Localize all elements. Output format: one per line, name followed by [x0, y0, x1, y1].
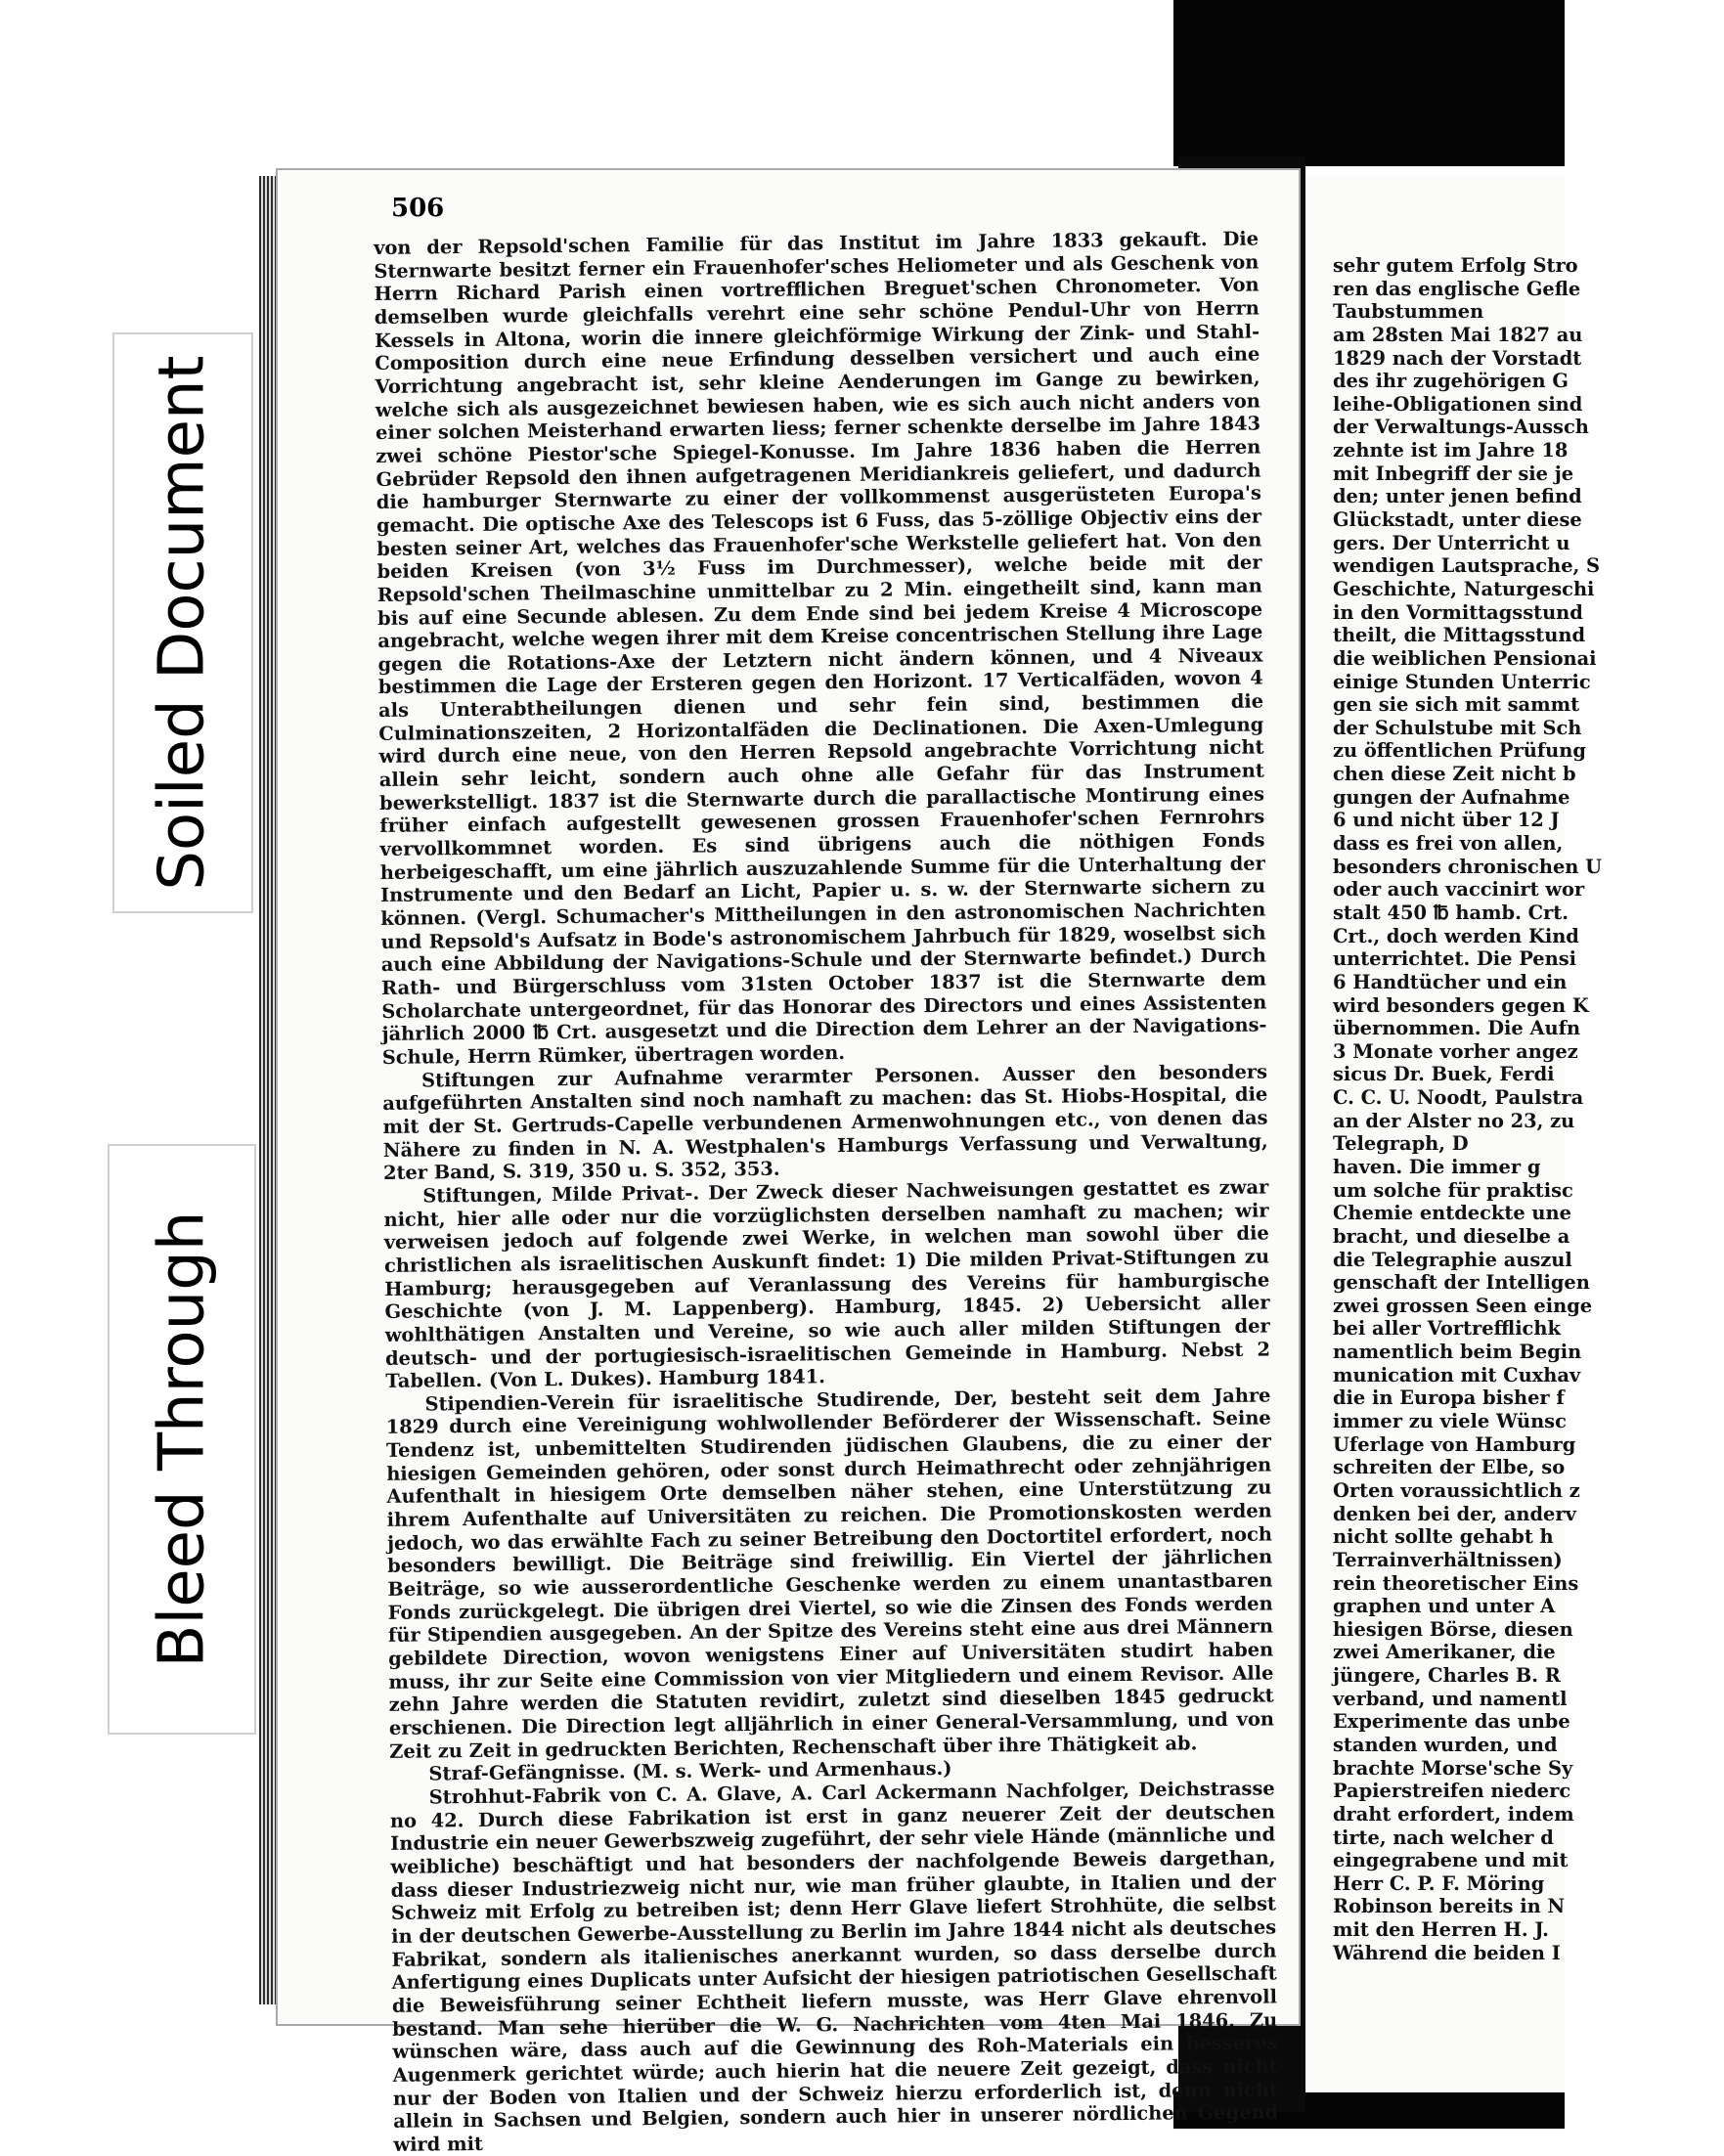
right-page-line: Glückstadt, unter diese [1333, 508, 1582, 532]
right-page-line: gungen der Aufnahme [1333, 785, 1570, 809]
right-page-line: schreiten der Elbe, so [1333, 1456, 1566, 1479]
dark-background-top [1173, 0, 1565, 166]
paragraph: Stipendien-Verein für israelitische Studirende, Der, besteht seit dem Jahre 1829 durch eine Vereinigung wohlwollender Beförderer der Wissenschaft. Seine Tendenz ist, unbemittelten Studirenden jüdischen Glaubens, die zu einer der hiesigen Gemeinden gehören, oder sonst durch Heimathrecht oder zehnjährigen Aufenthalt in hiesigem Orte demselben näher stehen, eine Unterstützung zu ihrem Aufenthalte auf Universitäten zu reichen. Die Promotionskosten werden jedoch, wo das erwählte Fach zu seiner Betreibung den Doctortitel erfordert, noch besonders bewilligt. Die Beiträge sind freiwillig. Ein Viertel der jährlichen Beiträge, so wie ausserordentliche Geschenke werden zu einem unantastbaren Fonds zurückgelegt. Die übrigen drei Viertel, so wie die Zinsen des Fonds werden für Stipendien ausgegeben. An der Spitze des Vereins steht eine aus drei Männern gebildete Direction, wovon wenigstens Einer auf Universitäten studirt haben muss, ihr zur Seite eine Commission von vier Mitgliedern und einem Revisor. Alle zehn Jahre werden die Statuten revidirt, zuletzt sind dieselben 1845 gedruckt erschienen. Die Direction legt alljährlich in einer General-Versammlung, und von Zeit zu Zeit in gedruckten Berichten, Rechenschaft über ihre Thätigkeit ab. [385, 1384, 1275, 1763]
paragraph: Strohhut-Fabrik von C. A. Glave, A. Carl Ackermann Nachfolger, Deichstrasse no 42. Durch diese Fabrikation ist erst in ganz neuerer Zeit der deutschen Industrie ein neuer Gewerbszweig zugeführt, der sehr viele Hände (männliche und weibliche) beschäftigt und hat besonders der nachfolgende Beweis dargethan, dass dieser Industriezweig nicht nur, wie man früher glaubte, in Italien und der Schweiz mit Erfolg zu betreiben ist; denn Herr Glave liefert Strohhüte, die selbst in der deutschen Gewerbe-Ausstellung zu Berlin im Jahre 1844 nicht als deutsches Fabrikat, sondern als italienisches anerkannt wurden, so dass derselbe durch Anfertigung eines Duplicats unter Aufsicht der hiesigen patriotischen Gesellschaft die Beweisführung seiner Echtheit liefern musste, was Herr Glave ehrenvoll bestand. Man sehe hierüber die W. G. Nachrichten vom 4ten Mai 1846. Zu wünschen wäre, dass auch auf die Gewinnung des Roh-Materials ein besseres Augenmerk gerichtet würde; auch hierin hat die neuere Zeit gezeigt, dass nicht nur der Boden von Italien und der Schweiz hierzu erforderlich ist, denn nicht allein in Sachsen und Belgien, sondern auch hier in unserer nördlichen Gegend wird mit [389, 1777, 1279, 2156]
right-page-line: jüngere, Charles B. R [1333, 1664, 1561, 1688]
right-page-line: Chemie entdeckte une [1333, 1202, 1571, 1225]
right-page-line: besonders chronischen U [1333, 855, 1603, 878]
right-page-line: sehr gutem Erfolg Stro [1333, 254, 1578, 277]
right-page-line: den; unter jenen befind [1333, 485, 1582, 508]
right-page-line: leihe-Obligationen sind [1333, 392, 1583, 416]
right-page-line: mit den Herren H. J. [1333, 1918, 1549, 1942]
right-page-text [1333, 254, 1724, 1964]
right-page-line: denken bei der, anderv [1333, 1502, 1576, 1525]
right-page-line: um solche für praktisc [1333, 1178, 1573, 1202]
label-soiled-document [112, 332, 253, 913]
right-page-line: der Verwaltungs-Aussch [1333, 416, 1589, 439]
right-page-line: wird besonders gegen K [1333, 993, 1589, 1017]
right-page-line: 6 Handtücher und ein [1333, 970, 1568, 993]
right-page-line: draht erfordert, indem [1333, 1802, 1574, 1826]
right-page-line: die Telegraphie auszul [1333, 1248, 1572, 1271]
right-page-line: Experimente das unbe [1333, 1710, 1570, 1734]
right-page-line: mit Inbegriff der sie je [1333, 462, 1574, 485]
right-page-line: standen wurden, und [1333, 1734, 1558, 1756]
right-page-line: übernommen. Die Aufn [1333, 1017, 1581, 1040]
right-page-line: immer zu viele Wünsc [1333, 1410, 1567, 1433]
right-page [1305, 176, 1603, 2092]
page-number: 506 [391, 194, 445, 223]
right-page-line: sicus Dr. Buek, Ferdi [1333, 1063, 1555, 1086]
label-soiled-text: Soiled Document [147, 355, 219, 891]
paragraph: Straf-Gefängnisse. (M. s. Werk- und Armenhaus.) [428, 1757, 952, 1785]
right-page-line: haven. Die immer g [1333, 1155, 1541, 1178]
paragraph: Stiftungen zur Aufnahme verarmter Personen. Ausser den besonders aufgeführten Anstalten sind noch namhaft zu machen: das St. Hiobs-Hospital, die mit der St. Gertruds-Capelle verbundenen Armenwohnungen etc., von denen das Nähere zu finden in N. A. Westphalen's Hamburgs Verfassung und Verwaltung, 2ter Band, S. 319, 350 u. S. 352, 353. [382, 1060, 1268, 1185]
right-page-line: 3 Monate vorher angez [1333, 1039, 1578, 1063]
right-page-line: Uferlage von Hamburg [1333, 1432, 1576, 1456]
right-page-line: chen diese Zeit nicht b [1333, 763, 1576, 786]
right-page-line: hiesigen Börse, diesen [1333, 1617, 1573, 1641]
right-page-line: zu öffentlichen Prüfung [1333, 739, 1586, 763]
page-body [374, 228, 1279, 2156]
right-page-line: wendigen Lautsprache, S [1333, 554, 1601, 578]
right-page-line: Robinson bereits in N [1333, 1895, 1566, 1918]
right-page-line: Taubstummen [1333, 300, 1484, 324]
right-page-line: gen sie sich mit sammt [1333, 693, 1580, 717]
right-page-line: ren das englische Gefle [1333, 277, 1581, 300]
right-page-line: der Schulstube mit Sch [1333, 716, 1582, 739]
right-page-line: am 28sten Mai 1827 au [1333, 323, 1583, 346]
right-page-line: die weiblichen Pensionai [1333, 646, 1597, 670]
right-page-line: theilt, die Mittagsstund [1333, 624, 1586, 647]
right-page-line: des ihr zugehörigen G [1333, 370, 1569, 393]
right-page-line: Während die beiden I [1333, 1941, 1561, 1964]
right-page-line: rein theoretischer Eins [1333, 1571, 1579, 1595]
right-page-line: Crt., doch werden Kind [1333, 924, 1579, 947]
right-page-line: Papierstreifen niederc [1333, 1780, 1571, 1803]
paragraph: von der Repsold'schen Familie für das Institut im Jahre 1833 gekauft. Die Sternwarte besitzt ferner ein Frauenhofer'sches Heliometer und als Geschenk von Herrn Richard Parish einen vortrefflichen Breguet'schen Chronometer. Von demselben wurde gleichfalls verehrt eine sehr schöne Pendul-Uhr von Herrn Kessels in Altona, worin die innere gleichförmige Wirkung der Zink- und Stahl-Composition durch eine neue Erfindung desselben versichert und auch eine Vorrichtung angebracht ist, sehr kleine Aenderungen im Gange zu bewirken, welche sich als ausgezeichnet bewiesen haben, wie es sich auch nicht anders von einer solchen Meisterhand erwarten liess; ferner schenkte derselbe im Jahre 1843 zwei schöne Piestor'sche Spiegel-Konusse. Im Jahre 1836 haben die Herren Gebrüder Repsold den ihnen aufgetragenen Meridiankreis geliefert, und dadurch die hamburger Sternwarte zu einer der vollkommenst ausgerüsteten Europa's gemacht. Die optische Axe des Telescops ist 6 Fuss, das 5-zöllige Objectiv eins der besten seiner Art, welches das Frauenhofer'sche Werkstelle geliefert hat. Von den beiden Kreisen (von 3½ Fuss im Durchmesser), welche beide mit der Repsold'schen Theilmaschine unmittelbar zu 2 Min. eingetheilt sind, kann man bis auf eine Secunde ablesen. Zu dem Ende sind bei jedem Kreise 4 Microscope angebracht, welche wegen ihrer mit dem Kreise concentrischen Stellung ihre Lage gegen die Rotations-Axe der Letztern nicht ändern können, und 4 Niveaux bestimmen die Lage der Ersteren gegen den Horizont. 17 Verticalfäden, wovon 4 als Unterabtheilungen dienen und sehr fein sind, bestimmen die Culminationszeiten, 2 Horizontalfäden die Declinationen. Die Axen-Umlegung wird durch eine neue, von den Herren Repsold angebrachte Vorrichtung nicht allein sehr leicht, sondern auch ohne alle Gefahr für das Instrument bewerkstelligt. 1837 ist die Sternwarte durch die parallactische Montirung eines früher einfach aufgestellt gewesenen grossen Frauenhofer'schen Fernrohrs vervollkommnet worden. Es sind übrigens auch die nöthigen Fonds herbeigeschafft, um eine jährlich auszuzahlende Summe für die Unterhaltung der Instrumente und den Bedarf an Licht, Papier u. s. w. der Sternwarte sichern zu können. (Vergl. Schumacher's Mittheilungen in den astronomischen Nachrichten und Repsold's Aufsatz in Bode's astronomischem Jahrbuch für 1829, woselbst sich auch eine Abbildung der Navigations-Schule und der Sternwarte befindet.) Durch Rath- und Bürgerschluss vom 31sten October 1837 ist die Sternwarte dem Scholarchate untergeordnet, für das Honorar des Directors und eines Assistenten jährlich 2000 ℔ Crt. ausgesetzt und die Direction dem Lehrer an der Navigations-Schule, Herrn Rümker, übertragen worden. [374, 227, 1267, 1069]
right-page-line: genschaft der Intelligen [1333, 1271, 1590, 1295]
left-page [276, 168, 1301, 2156]
label-bleed-text: Bleed Through [146, 1210, 218, 1668]
right-page-line: bracht, und dieselbe a [1333, 1224, 1570, 1248]
right-page-line: unterrichtet. Die Pensi [1333, 947, 1576, 971]
paragraph: Stiftungen, Milde Privat-. Der Zweck dieser Nachweisungen gestattet es zwar nicht, hier alle oder nur die vorzüglichsten derselben namhaft zu machen; wir verweisen jedoch auf folgende zwei Werke, in welchen man sowohl über die christlichen als israelitischen Auskunft findet: 1) Die milden Privat-Stiftungen zu Hamburg; herausgegeben auf Veranlassung des Vereins für hamburgische Geschichte (von J. M. Lappenberg). Hamburg, 1845. 2) Uebersicht aller wohlthätigen Anstalten und Vereine, so wie auch aller milden Stiftungen der deutsch- und der portugiesisch-israelitischen Gemeinde in Hamburg. Nebst 2 Tabellen. (Von L. Dukes). Hamburg 1841. [383, 1175, 1271, 1393]
right-page-line: tirte, nach welcher d [1333, 1826, 1554, 1849]
right-page-line: Telegraph, D [1333, 1132, 1469, 1156]
right-page-line: 1829 nach der Vorstadt [1333, 346, 1582, 370]
right-page-line: in den Vormittagsstund [1333, 600, 1583, 624]
right-page-line: bei aller Vortrefflichk [1333, 1317, 1561, 1341]
right-page-line: verband, und namentl [1333, 1687, 1568, 1710]
right-page-line: Herr C. P. F. Möring [1333, 1871, 1545, 1895]
right-page-line: 6 und nicht über 12 J [1333, 809, 1560, 832]
right-page-line: einige Stunden Unterric [1333, 670, 1591, 693]
right-page-line: munication mit Cuxhav [1333, 1363, 1581, 1386]
right-page-line: gers. Der Unterricht u [1333, 531, 1570, 554]
right-page-line: zehnte ist im Jahre 18 [1333, 439, 1569, 462]
right-page-line: oder auch vaccinirt wor [1333, 878, 1585, 902]
right-page-line: graphen und unter A [1333, 1595, 1556, 1618]
right-page-line: an der Alster no 23, zu [1333, 1109, 1575, 1132]
right-page-line: stalt 450 ℔ hamb. Crt. [1333, 901, 1569, 924]
right-page-line: dass es frei von allen, [1333, 832, 1564, 856]
right-page-line: eingegrabene und mit [1333, 1849, 1569, 1872]
right-page-line: C. C. U. Noodt, Paulstra [1333, 1086, 1584, 1110]
right-page-line: namentlich beim Begin [1333, 1341, 1582, 1364]
right-page-line: Orten voraussichtlich z [1333, 1478, 1580, 1502]
label-bleed-through [108, 1144, 256, 1735]
right-page-line: nicht sollte gehabt h [1333, 1525, 1554, 1549]
right-page-line: Geschichte, Naturgeschi [1333, 577, 1595, 600]
right-page-line: zwei Amerikaner, die [1333, 1641, 1556, 1664]
right-page-line: Terrainverhältnissen) [1333, 1548, 1563, 1571]
right-page-line: brachte Morse'sche Sy [1333, 1756, 1573, 1780]
right-page-line: zwei grossen Seen einge [1333, 1294, 1593, 1317]
right-page-line: die in Europa bisher f [1333, 1386, 1565, 1410]
